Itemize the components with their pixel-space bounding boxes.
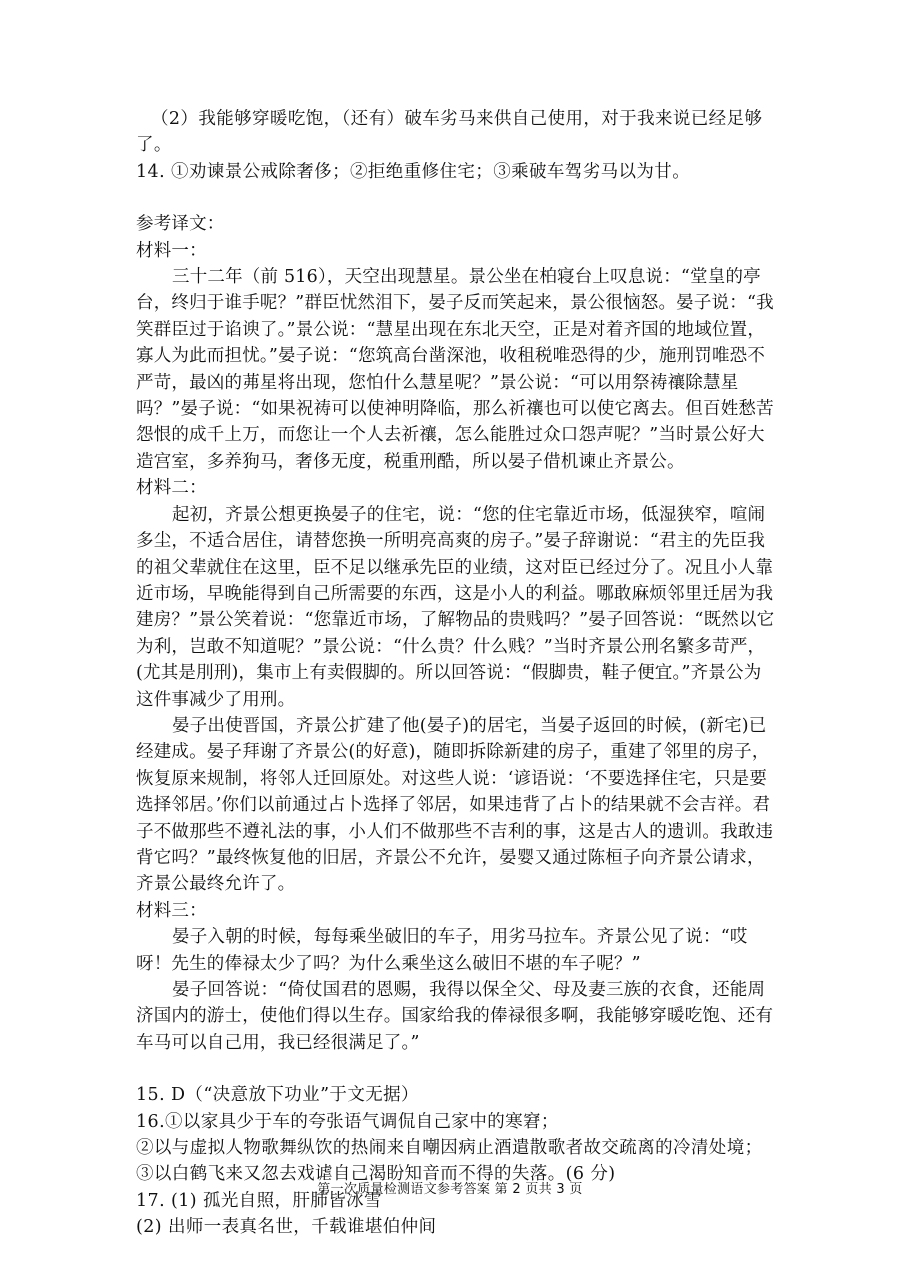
material-1-paragraph: 三十二年（前 516），天空出现慧星。景公坐在柏寝台上叹息说：“堂皇的亭台，终归于谁手呢？”群臣忧然泪下，晏子反而笑起来，景公很恼怒。晏子说：“我笑群臣过于谄谀了。”景公说：“慧星出现在东北天空，正是对着齐国的地域位置，寡人为此而担忧。”晏子说：“您筑高台凿深池，收租税唯恐得的少，施刑罚唯恐不严苛，最凶的茀星将出现，您怕什么慧星呢？”景公说：“可以用祭祷禳除慧星吗？”晏子说：“如果祝祷可以使神明降临，那么祈禳也可以使它离去。但百姓愁苦怨恨的成千上万，而您让一个人去祈禳，怎么能胜过众口怨声呢？”当时景公好大造宫室，多养狗马，奢侈无度，税重刑酷，所以晏子借机谏止齐景公。 bbox=[136, 267, 774, 472]
material-3-title: 材料三： bbox=[136, 900, 207, 921]
material-2-title: 材料二： bbox=[136, 478, 207, 499]
spacer bbox=[136, 1056, 776, 1082]
page-footer: 第一次质量检测语文参考答案 第 2 页共 3 页 bbox=[317, 1182, 583, 1197]
answer-17-2: (2) 出师一表真名世，千载谁堪伯仲间 bbox=[136, 1217, 437, 1238]
translation-heading: 参考译文： bbox=[136, 214, 225, 235]
answer-16-3: ③以白鹤飞来又忽去戏谑自己渴盼知音而不得的失落。(6 分) bbox=[136, 1164, 616, 1185]
material-2-paragraph: 晏子出使晋国，齐景公扩建了他(晏子)的居宅，当晏子返回的时候，(新宅)已经建成。晏子拜谢了齐景公(的好意)，随即拆除新建的房子，重建了邻里的房子，恢复原来规制，将邻人迁回原处。对这些人说：‘谚语说：‘不要选择住宅，只是要选择邻居。’你们以前通过占卜选择了邻居，如果违背了占卜的结果就不会吉祥。君子不做那些不遵礼法的事，小人们不做那些不吉利的事，这是古人的遗训。我敢违背它吗？”最终恢复他的旧居，齐景公不允许，晏婴又通过陈桓子向齐景公请求，齐景公最终允许了。 bbox=[136, 715, 774, 895]
answer-content bbox=[136, 106, 776, 1241]
material-3-paragraph: 晏子回答说：“倚仗国君的恩赐，我得以保全父、母及妻三族的衣食，还能周济国内的游士，使他们得以生存。国家给我的俸禄很多啊，我能够穿暖吃饱、还有车马可以自己用，我已经很满足了。” bbox=[136, 980, 774, 1053]
material-1-title: 材料一： bbox=[136, 240, 207, 261]
answer-17-1: 17. (1) 孤光自照，肝肺皆冰雪 bbox=[136, 1190, 382, 1211]
answer-14: 14. ①劝谏景公戒除奢侈；②拒绝重修住宅；③乘破车驾劣马以为甘。 bbox=[136, 161, 691, 182]
answer-16-1: 16.①以家具少于车的夸张语气调侃自己家中的寒窘； bbox=[136, 1111, 559, 1132]
material-2-paragraph: 起初，齐景公想更换晏子的住宅，说：“您的住宅靠近市场，低湿狭窄，喧闹多尘，不适合居住，请替您换一所明亮高爽的房子。”晏子辞谢说：“君主的先臣我的祖父辈就住在这里，臣不足以继承先臣的业绩，这对臣已经过分了。况且小人靠近市场，早晚能得到自己所需要的东西，这是小人的利益。哪敢麻烦邻里迁居为我建房？”景公笑着说：“您靠近市场，了解物品的贵贱吗？”晏子回答说：“既然以它为利，岂敢不知道呢？”景公说：“什么贵？什么贱？”当时齐景公刑名繁多苛严，(尤其是刖刑)，集市上有卖假脚的。所以回答说：“假脚贵，鞋子便宜。”齐景公为这件事减少了用刑。 bbox=[136, 504, 775, 710]
material-3-paragraph: 晏子入朝的时候，每每乘坐破旧的车子，用劣马拉车。齐景公见了说：“哎呀！先生的俸禄太少了吗？为什么乘坐这么破旧不堪的车子呢？” bbox=[136, 927, 748, 974]
spacer bbox=[136, 185, 776, 211]
answer-15: 15. D（“决意放下功业”于文无据） bbox=[136, 1085, 419, 1106]
answer-16-2: ②以与虚拟人物歌舞纵饮的热闹来自嘲因病止酒遣散歌者故交疏离的冷清处境； bbox=[136, 1138, 763, 1159]
answer-13-2: （2）我能够穿暖吃饱，（还有）破车劣马来供自己使用，对于我来说已经足够了。 bbox=[136, 109, 763, 156]
